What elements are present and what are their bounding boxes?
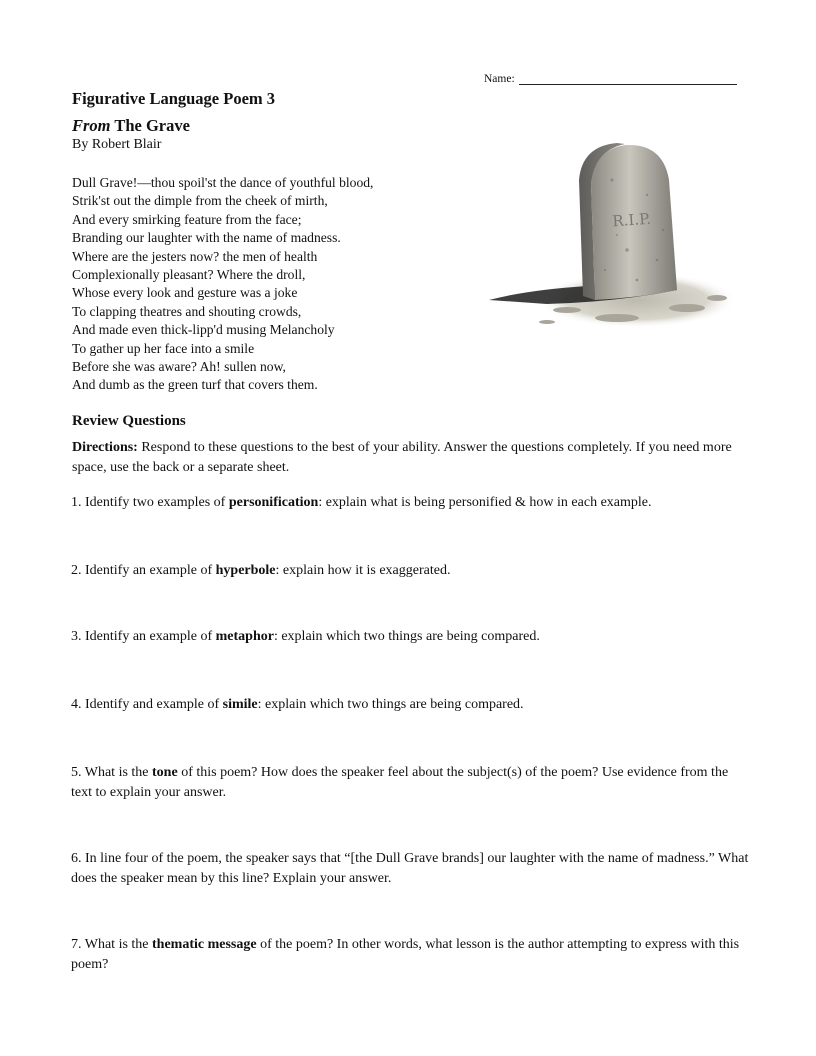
poem-line: And every smirking feature from the face; — [72, 211, 302, 227]
question-7 — [71, 935, 751, 974]
poem-title-work: The Grave — [114, 116, 190, 135]
poem-line: Strik'st out the dimple from the cheek of mirth, — [72, 193, 328, 209]
question-text: 1. Identify two examples of — [71, 495, 229, 510]
poem-line: Complexionally pleasant? Where the droll, — [72, 267, 306, 283]
poem-line: To gather up her face into a smile — [72, 340, 255, 356]
question-2 — [71, 561, 751, 581]
question-5 — [71, 763, 751, 802]
page-title: Figurative Language Poem 3 — [72, 89, 276, 108]
question-1 — [71, 493, 751, 513]
question-text: : explain which two things are being compared. — [273, 629, 540, 644]
question-3 — [71, 627, 751, 647]
question-term: metaphor — [215, 629, 274, 644]
directions-body: Respond to these questions to the best of your ability. Answer the questions completely. If you need more space, use the back or a separate sheet. — [72, 440, 732, 475]
question-6 — [71, 849, 751, 888]
poem-line: And dumb as the green turf that covers them. — [72, 377, 318, 393]
question-text: of this poem? How does the speaker feel about the subject(s) of the poem? Use evidence from the text to explain your answer. — [71, 765, 729, 800]
tombstone-inscription: R.I.P. — [611, 209, 652, 231]
poem-author: By Robert Blair — [72, 137, 162, 152]
poem-line: To clapping theatres and shouting crowds, — [72, 303, 302, 319]
question-text: : explain how it is exaggerated. — [275, 563, 451, 578]
poem-line: Where are the jesters now? the men of health — [72, 248, 318, 264]
question-term: personification — [228, 495, 319, 510]
poem-text — [72, 174, 373, 395]
directions-label: Directions: — [72, 440, 138, 455]
poem-title-from: From — [72, 116, 111, 135]
question-text: 2. Identify an example of — [71, 563, 216, 578]
question-text: of the poem? In other words, what lesson is the author attempting to express with this poem? — [71, 937, 740, 972]
question-4 — [71, 695, 751, 715]
question-term: thematic message — [152, 937, 257, 952]
question-text: : explain what is being personified & how in each example. — [318, 495, 652, 510]
poem-line: Before she was aware? Ah! sullen now, — [72, 359, 286, 375]
question-term: tone — [152, 765, 178, 780]
question-term: hyperbole — [215, 563, 276, 578]
question-text: 6. In line four of the poem, the speaker says that “[the Dull Grave brands] our laughter with the name of madness.” What does the speaker mean by this line? Explain your answer. — [71, 851, 749, 886]
question-term: simile — [222, 697, 258, 712]
directions-text — [72, 438, 748, 477]
question-text: 5. What is the — [71, 765, 153, 780]
question-text: 3. Identify an example of — [71, 629, 216, 644]
tombstone-image — [487, 140, 737, 340]
question-text: 7. What is the — [71, 937, 153, 952]
poem-line: Branding our laughter with the name of madness. — [72, 230, 341, 246]
review-questions-heading: Review Questions — [72, 413, 186, 429]
question-text: 4. Identify and example of — [71, 697, 223, 712]
poem-line: Dull Grave!—thou spoil'st the dance of youthful blood, — [72, 175, 374, 190]
poem-title — [72, 116, 190, 136]
name-line[interactable] — [519, 72, 737, 85]
question-text: : explain which two things are being compared. — [257, 697, 524, 712]
name-field[interactable] — [484, 72, 737, 85]
poem-line: And made even thick-lipp'd musing Melancholy — [72, 322, 335, 338]
name-label: Name: — [484, 73, 515, 85]
poem-line: Whose every look and gesture was a joke — [72, 285, 298, 301]
